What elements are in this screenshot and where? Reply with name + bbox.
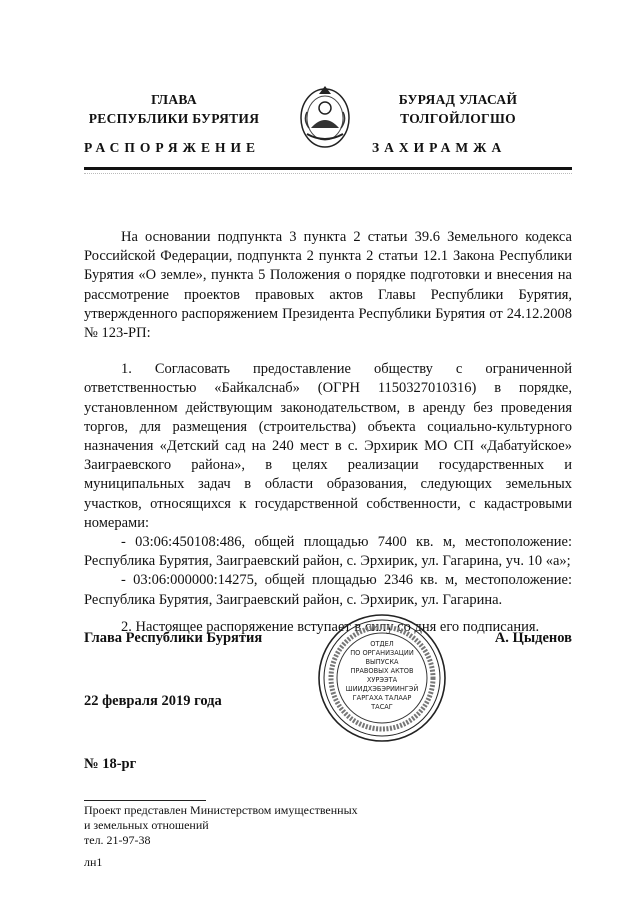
- signatory-position: Глава Республики Бурятия: [84, 630, 263, 646]
- footer-initials: лн1: [84, 855, 103, 869]
- parcel-1-paragraph: - 03:06:450108:486, общей площадью 7400 кв. м, местоположение: Республика Бурятия, Заиграевский район, с. Эрхирик, ул. Гагарина, уч. 10 «а»;: [84, 534, 572, 570]
- preamble-paragraph: На основании подпункта 3 пункта 2 статьи 39.6 Земельного кодекса Российской Федерации, подпункта 2 пункта 2 статьи 12.1 Закона Республики Бурятия «О земле», пункта 5 Положения о порядке подготовки и внесения на рассмотрение проектов правовых актов Главы Республики Бурятия, утвержденного распоряжением Президента Республики Бурятия от 24.12.2008 № 123-РП:: [84, 229, 572, 342]
- issuer-ru-line1: ГЛАВА: [151, 92, 197, 107]
- stamp-line: ПО ОРГАНИЗАЦИИ: [350, 649, 414, 657]
- issuer-ru-line2: РЕСПУБЛИКИ БУРЯТИЯ: [88, 111, 260, 126]
- document-number: № 18-рг: [84, 756, 137, 772]
- footer-line-2: и земельных отношений: [84, 818, 209, 832]
- doc-type-bua: ЗАХИРАМЖА: [372, 140, 507, 155]
- item-1-paragraph: 1. Согласовать предоставление обществу с ограниченной ответственностью «Байкалснаб» (ОГРН 1150327010316) в порядке, установленном действующим законодательством, в аренду без проведения торгов, для размещения (строительства) объекта социально-культурного назначения «Детский сад на 240 мест в с. Эрхирик МО СП «Дабатуйское» Заиграевского района», в целях реализации государственных и муниципальных задач в области образования, следующих земельных участков, относящихся к государственной собственности, с кадастровыми номерами:: [84, 361, 572, 531]
- document-date: 22 февраля 2019 года: [84, 693, 222, 709]
- stamp-line: ШИИДХЭБЭРИИНГЭЙ: [345, 685, 419, 693]
- issuer-ru: [84, 90, 264, 128]
- stamp-line: ТАСАГ: [371, 703, 393, 711]
- stamp-inner-text: [342, 640, 422, 712]
- issuer-bua-line1: БУРЯАД УЛАСАЙ: [398, 92, 518, 107]
- issuer-bua-line2: ТОЛГОЙЛОГШО: [400, 111, 516, 126]
- footer-rule: [84, 800, 206, 801]
- footer-line-1: Проект представлен Министерством имущественных: [84, 803, 358, 817]
- stamp-line: ОТДЕЛ: [370, 640, 394, 648]
- footer-phone: тел. 21-97-38: [84, 833, 151, 847]
- signatory-name: А. Цыденов: [494, 630, 572, 646]
- stamp-line: ПРАВОВЫХ АКТОВ: [350, 667, 414, 675]
- stamp-line: ГАРГАХА ТАЛААР: [352, 694, 412, 702]
- header-rule-dotted: [84, 173, 572, 174]
- spacer: [84, 343, 572, 360]
- official-stamp: [316, 612, 448, 744]
- doc-type-ru: РАСПОРЯЖЕНИЕ: [84, 140, 261, 155]
- header-rule: [84, 167, 572, 170]
- item-2-paragraph: 2. Настоящее распоряжение вступает в силу со дня его подписания.: [121, 618, 540, 635]
- coat-of-arms-emblem: [297, 82, 353, 152]
- parcel-2-paragraph: - 03:06:000000:14275, общей площадью 2346 кв. м, местоположение: Республика Бурятия, Заиграевский район, с. Эрхирик, ул. Гагарина.: [84, 572, 572, 608]
- stamp-line: ХУРЭЭТА: [366, 676, 398, 684]
- issuer-bua: [358, 90, 558, 128]
- stamp-line: ВЫПУСКА: [365, 658, 399, 666]
- document-body: [84, 228, 572, 637]
